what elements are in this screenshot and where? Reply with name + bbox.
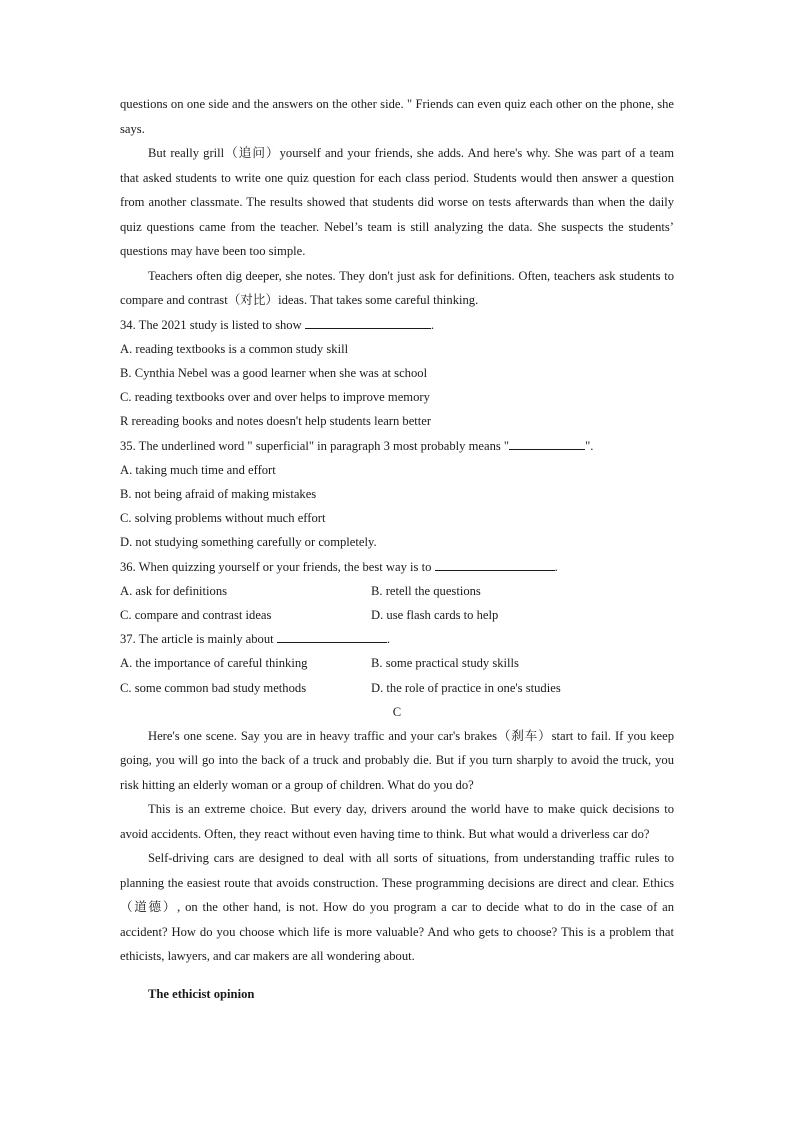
- question-37: [120, 627, 674, 651]
- question-36: [120, 555, 674, 579]
- question-36-option-d[interactable]: D. use flash cards to help: [371, 607, 499, 622]
- question-34-end: .: [430, 317, 434, 332]
- question-35-option-b[interactable]: B. not being afraid of making mistakes: [120, 486, 317, 501]
- question-35-blank[interactable]: [509, 437, 585, 450]
- question-35: [120, 434, 674, 458]
- section-heading: The ethicist opinion: [148, 986, 255, 1001]
- question-37-option-a[interactable]: A. the importance of careful thinking: [120, 656, 308, 671]
- question-37-option-d[interactable]: D. the role of practice in one's studies: [371, 680, 561, 695]
- question-36-end: .: [554, 559, 558, 574]
- question-34-stem: 34. The 2021 study is listed to show: [120, 317, 302, 332]
- question-36-option-b[interactable]: B. retell the questions: [371, 583, 481, 598]
- passage-c-paragraph-3: Self-driving cars are designed to deal with all sorts of situations, from understanding traffic rules to planning the easiest route that avoids construction. These programming decisions are direct and clear. Ethics（道德）, on the other hand, is not. How do you program a car to decide what to do in the case of an accident? How do you choose which life is more valuable? And who gets to choose? This is a problem that ethicists, lawyers, and car makers are all wondering about.: [120, 851, 674, 964]
- question-35-stem: 35. The underlined word " superficial" in paragraph 3 most probably means ": [120, 438, 510, 453]
- question-36-blank[interactable]: [435, 558, 555, 571]
- passage-b-paragraph-1: questions on one side and the answers on the other side. " Friends can even quiz each other on the phone, she says.: [120, 97, 674, 136]
- question-34-option-b[interactable]: B. Cynthia Nebel was a good learner when she was at school: [120, 365, 428, 380]
- question-35-option-d[interactable]: D. not studying something carefully or completely.: [120, 535, 377, 550]
- question-36-option-c[interactable]: C. compare and contrast ideas: [120, 607, 272, 622]
- document-content: [120, 92, 674, 1019]
- question-36-options-row-1: [120, 579, 674, 603]
- question-34-option-d[interactable]: R rereading books and notes doesn't help students learn better: [120, 414, 432, 429]
- passage-c-paragraph-2: This is an extreme choice. But every day, drivers around the world have to make quick decisions to avoid accidents. Often, they react without even having time to think. But what would a driverless car do?: [120, 802, 674, 841]
- question-37-options-row-1: [120, 651, 674, 675]
- question-35-end: ".: [585, 438, 594, 453]
- question-37-option-c[interactable]: C. some common bad study methods: [120, 680, 307, 695]
- question-34-option-a[interactable]: A. reading textbooks is a common study skill: [120, 341, 349, 356]
- question-37-options-row-2: [120, 676, 674, 700]
- passage-b-paragraph-3: Teachers often dig deeper, she notes. They don't just ask for definitions. Often, teachers ask students to compare and contrast（对比）ideas. That takes some careful thinking.: [120, 268, 674, 307]
- question-37-blank[interactable]: [277, 630, 387, 643]
- passage-c-paragraph-1: Here's one scene. Say you are in heavy traffic and your car's brakes（刹车）start to fail. If you keep going, you will go into the back of a truck and probably die. But if you turn sharply to avoid the truck, you risk hitting an elderly woman or a group of children. What do you do?: [120, 728, 674, 792]
- question-35-option-c[interactable]: C. solving problems without much effort: [120, 511, 326, 526]
- question-36-option-a[interactable]: A. ask for definitions: [120, 583, 228, 598]
- question-37-stem: 37. The article is mainly about: [120, 632, 274, 647]
- question-36-stem: 36. When quizzing yourself or your friends, the best way is to: [120, 559, 432, 574]
- question-37-option-b[interactable]: B. some practical study skills: [371, 656, 519, 671]
- question-34-blank[interactable]: [305, 316, 431, 329]
- passage-c-letter: C: [392, 704, 402, 719]
- question-34: [120, 313, 674, 337]
- question-35-option-a[interactable]: A. taking much time and effort: [120, 462, 276, 477]
- question-36-options-row-2: [120, 603, 674, 627]
- question-34-option-c[interactable]: C. reading textbooks over and over helps to improve memory: [120, 390, 430, 405]
- passage-b-paragraph-2: But really grill（追问）yourself and your friends, she adds. And here's why. She was part of a team that asked students to write one quiz question for each class period. Students would then answer a question from another classmate. The results showed that students did worse on tests afterwards than when the daily quiz questions came from the teacher. Nebel’s team is still analyzing the data. She suspects the students’ questions may have been too simple.: [120, 146, 674, 258]
- question-37-end: .: [386, 632, 390, 647]
